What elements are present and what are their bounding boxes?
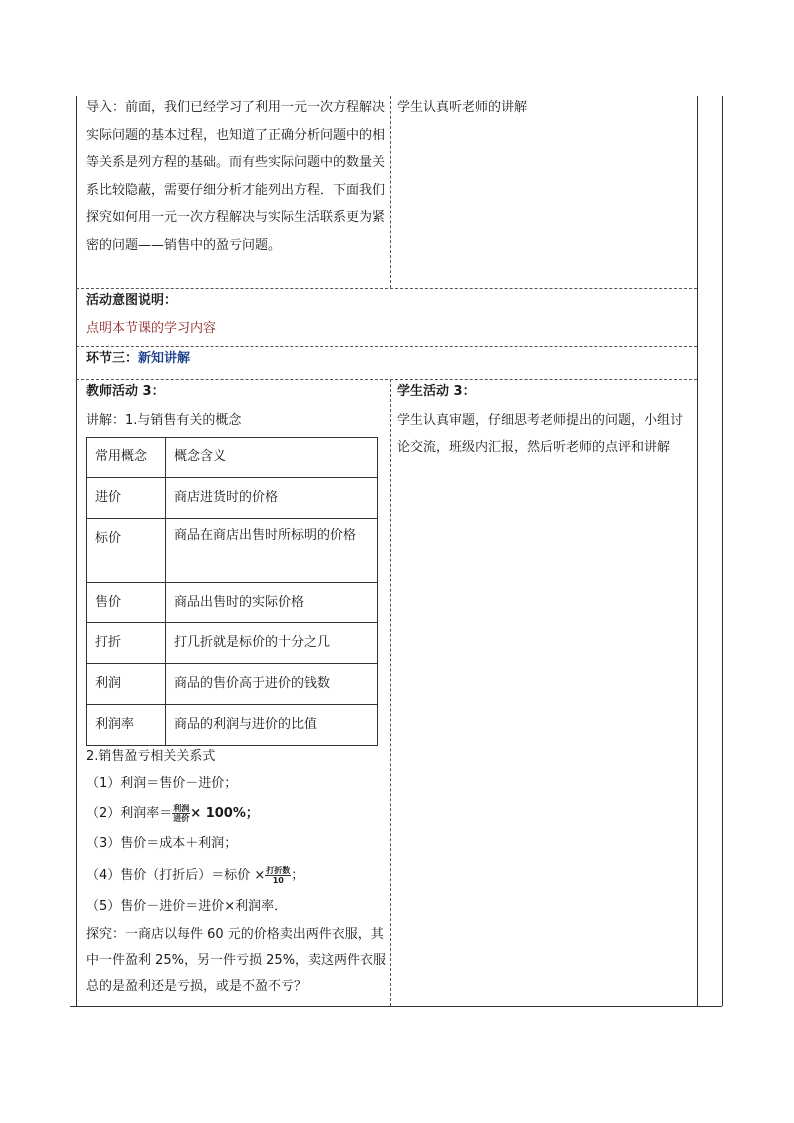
page-right-border bbox=[722, 96, 723, 1006]
section3-label: 环节三： bbox=[86, 351, 139, 366]
concept-meaning: 商品的利润与进价的比值 bbox=[166, 705, 378, 746]
concept-term: 进价 bbox=[87, 478, 166, 519]
concept-meaning: 商品在商店出售时所标明的价格 bbox=[166, 519, 378, 583]
section3-title bbox=[86, 345, 190, 372]
relation-2-prefix: （2）利润率＝ bbox=[86, 806, 173, 821]
concept-term: 利润率 bbox=[87, 705, 166, 746]
concept-meaning: 打几折就是标价的十分之几 bbox=[166, 623, 378, 664]
relation-4-numerator: 打折数 bbox=[266, 866, 291, 875]
relation-4-suffix: ； bbox=[291, 868, 305, 883]
column-divider-top bbox=[390, 96, 391, 288]
relation-4 bbox=[86, 862, 304, 889]
concept-term: 标价 bbox=[87, 519, 166, 583]
relation-2-denominator: 进价 bbox=[173, 814, 190, 823]
concept-meaning: 商品的售价高于进价的钱数 bbox=[166, 664, 378, 705]
relation-5: （5）售价－进价＝进价×利润率． bbox=[86, 899, 288, 914]
student3-heading: 学生活动 3： bbox=[397, 384, 476, 399]
relation-3: （3）售价＝成本＋利润； bbox=[86, 836, 238, 851]
teacher3-heading: 教师活动 3： bbox=[86, 384, 165, 399]
row-divider-3 bbox=[76, 379, 697, 380]
concept-header-meaning: 概念含义 bbox=[166, 438, 378, 478]
relation-1: （1）利润＝售价－进价； bbox=[86, 776, 238, 791]
concept-meaning: 商店进货时的价格 bbox=[166, 478, 378, 519]
table-bottom-border bbox=[70, 1006, 722, 1007]
lecture-intro: 讲解：1.与销售有关的概念 bbox=[86, 413, 242, 428]
explore-problem: 探究：一商店以每件 60 元的价格卖出两件衣服，其中一件盈利 25%，另一件亏损 25%，卖这两件衣服总的是盈利还是亏损，或是不盈不亏？ bbox=[86, 927, 387, 994]
relation-4-prefix: （4）售价（打折后）＝标价 × bbox=[86, 868, 266, 883]
relations-title: 2.销售盈亏相关关系式 bbox=[86, 749, 216, 764]
relation-4-denominator: 10 bbox=[272, 876, 284, 885]
relation-2-fraction bbox=[172, 804, 190, 823]
column-divider-bottom bbox=[390, 379, 391, 1006]
student3-text: 学生认真审题，仔细思考老师提出的问题，小组讨论交流，班级内汇报，然后听老师的点评和讲解 bbox=[397, 413, 684, 455]
concept-term: 售价 bbox=[87, 583, 166, 623]
relation-2-numerator: 利润 bbox=[173, 804, 190, 813]
concept-table bbox=[86, 437, 378, 746]
concept-meaning: 商品出售时的实际价格 bbox=[166, 583, 378, 623]
intent-text: 点明本节课的学习内容 bbox=[86, 321, 217, 336]
table-left-border bbox=[76, 96, 77, 1006]
intro-teacher-text: 导入：前面，我们已经学习了利用一元一次方程解决实际问题的基本过程，也知道了正确分析问题中的相等关系是列方程的基础。而有些实际问题中的数量关系比较隐蔽，需要仔细分析才能列出方程．下面我们探究如何用一元一次方程解决与实际生活联系更为紧密的问题——销售中的盈亏问题。 bbox=[86, 100, 386, 253]
intent-heading: 活动意图说明： bbox=[86, 293, 178, 308]
section3-name: 新知讲解 bbox=[138, 351, 191, 366]
concept-term: 利润 bbox=[87, 664, 166, 705]
concept-header-term: 常用概念 bbox=[87, 438, 166, 478]
relation-2 bbox=[86, 800, 259, 827]
intro-student-text: 学生认真听老师的讲解 bbox=[397, 100, 528, 115]
concept-term: 打折 bbox=[87, 623, 166, 664]
relation-4-fraction bbox=[265, 866, 291, 885]
relation-2-suffix: × 100%； bbox=[190, 806, 259, 821]
table-right-border bbox=[697, 96, 698, 1006]
